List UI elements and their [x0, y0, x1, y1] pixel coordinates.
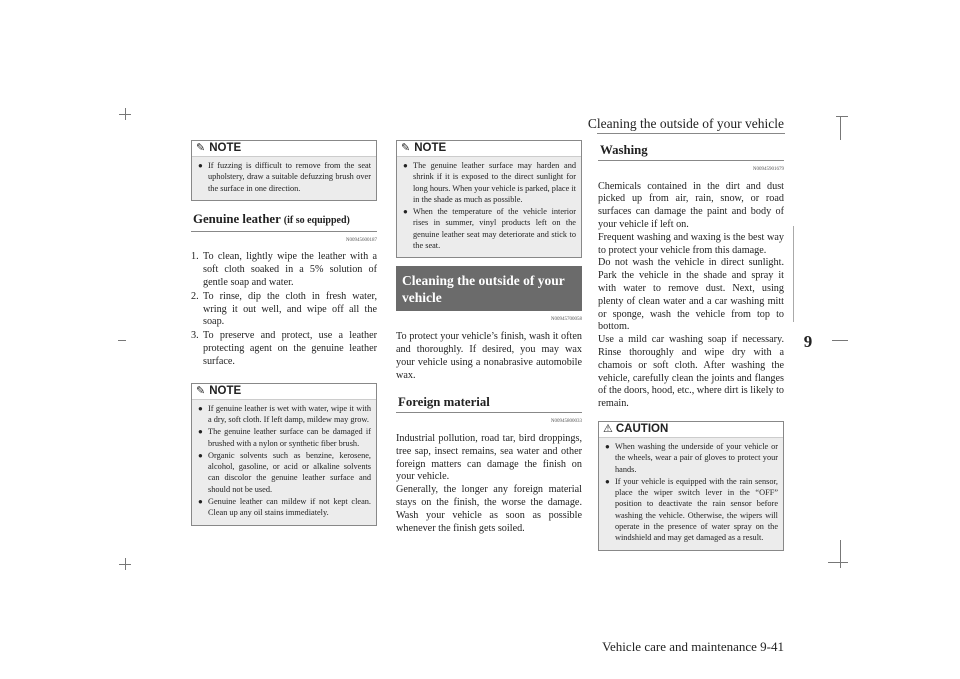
doc-code: N00945600187: [345, 237, 377, 243]
caution-body: [599, 438, 783, 550]
note-box: [191, 140, 377, 201]
chapter-heading: Cleaning the outside of your vehicle: [396, 266, 582, 311]
list-item: 2. To rinse, dip the cloth in fresh water, wring it out well, and wipe off all the soap.: [191, 290, 377, 328]
paragraph: Industrial pollution, road tar, bird droppings, tree sap, insect remains, sea water and other foreign matters can damage the finish on your vehicle.: [396, 432, 582, 483]
caution-item: ● When washing the underside of your vehicle or the wheels, wear a pair of gloves to protect your hands.: [605, 441, 778, 474]
note-header: [192, 141, 376, 157]
column-2: [396, 140, 582, 535]
crop-mark: [125, 108, 126, 120]
note-box: [396, 140, 582, 258]
crop-mark: [840, 116, 841, 140]
crop-mark: [118, 340, 126, 341]
note-item: ● If fuzzing is difficult to remove from the seat upholstery, draw a suitable defuzzing brush over the surface in one direction.: [198, 161, 371, 193]
crop-mark: [828, 562, 848, 563]
caution-label: CAUTION: [615, 423, 669, 436]
note-label: NOTE: [414, 142, 447, 155]
paragraph: Generally, the longer any foreign material stays on the finish, the worse the damage. Wash your vehicle as soon as possible whenever the finish gets soiled.: [396, 484, 582, 534]
column-1: [191, 140, 377, 534]
paragraph: Use a mild car washing soap if necessary. Rinse thoroughly and wipe dry with a chamois or soft cloth. After washing the vehicle, carefully clean the joints and flanges of the doors, hood, etc., where dirt is likely to remain.: [598, 334, 784, 410]
list-item: 1. To clean, lightly wipe the leather with a soft cloth soaked in a 5% solution of gentle soap and water.: [191, 251, 377, 289]
caution-box: [598, 421, 784, 551]
paragraph: Do not wash the vehicle in direct sunlight. Park the vehicle in the shade and spray it with water to remove dust. Next, using plenty of clean water and a car washing mitt or sponge, wash the vehicle from top to bottom.: [598, 257, 784, 333]
doc-code: N00945800033: [550, 419, 582, 425]
section-heading: Genuine leather (if so equipped): [191, 209, 377, 232]
note-header: [397, 141, 581, 157]
crop-mark: [125, 558, 126, 570]
page-footer: Vehicle care and maintenance 9-41: [602, 639, 784, 654]
chapter-rule: [793, 226, 794, 322]
note-item: ● When the temperature of the vehicle interior rises in summer, vinyl products left on the genuine leather seat may deteriorate and stick to the seat.: [403, 207, 576, 251]
doc-code: N00945700058: [550, 317, 582, 323]
section-heading: Foreign material: [396, 392, 582, 413]
note-body: [397, 157, 581, 257]
note-box: [191, 383, 377, 526]
pencil-icon: ✎: [196, 384, 206, 397]
note-body: [192, 400, 376, 525]
note-label: NOTE: [209, 142, 242, 155]
paragraph: Chemicals contained in the dirt and dust picked up from air, rain, snow, or road surfaces can damage the paint and body of your vehicle if left on.: [598, 180, 784, 230]
caution-item: ● If your vehicle is equipped with the rain sensor, place the wiper switch lever in the “OFF” position to deactivate the rain sensor before washing the vehicle. Otherwise, the wipers will operate in the presence of water spray on the windshield and may get damaged as a result.: [605, 476, 778, 543]
note-item: ● If genuine leather is wet with water, wipe it with a dry, soft cloth. If left damp, mildew may grow.: [198, 403, 371, 424]
pencil-icon: ✎: [401, 142, 411, 155]
header-title: Cleaning the outside of your vehicle: [587, 116, 784, 131]
note-label: NOTE: [209, 384, 242, 397]
section-heading: Washing: [598, 140, 784, 161]
note-item: ● The genuine leather surface may harden and shrink if it is exposed to the direct sunlight for long hours. When your vehicle is parked, place it in the shade as much as possible.: [403, 161, 576, 204]
chapter-tab: 9: [803, 332, 813, 351]
steps-list: [191, 251, 377, 368]
crop-mark: [840, 540, 841, 568]
note-item: ● Genuine leather can mildew if not kept clean. Clean up any oil stains immediately.: [198, 497, 371, 518]
doc-code: N00945901679: [752, 166, 784, 172]
caution-header: [599, 422, 783, 438]
header-rule: [597, 133, 785, 134]
note-header: [192, 384, 376, 400]
note-item: ● The genuine leather surface can be damaged if brushed with a nylon or synthetic fiber brush.: [198, 427, 371, 448]
column-3: [598, 140, 784, 559]
paragraph: Frequent washing and waxing is the best way to protect your vehicle from this damage.: [598, 231, 784, 256]
note-item: ● Organic solvents such as benzine, kerosene, alcohol, gasoline, or acid or alkaline solvents can discolor the genuine leather surface and should not be used.: [198, 450, 371, 494]
warning-triangle-icon: ⚠: [603, 423, 613, 436]
pencil-icon: ✎: [196, 142, 206, 155]
note-body: [192, 157, 376, 200]
crop-mark: [836, 116, 848, 117]
list-item: 3. To preserve and protect, use a leather protecting agent on the genuine leather surface.: [191, 330, 377, 367]
crop-mark: [832, 340, 848, 341]
paragraph: To protect your vehicle’s finish, wash it often and thoroughly. If desired, you may wax your vehicle using a nonabrasive automobile wax.: [396, 331, 582, 381]
